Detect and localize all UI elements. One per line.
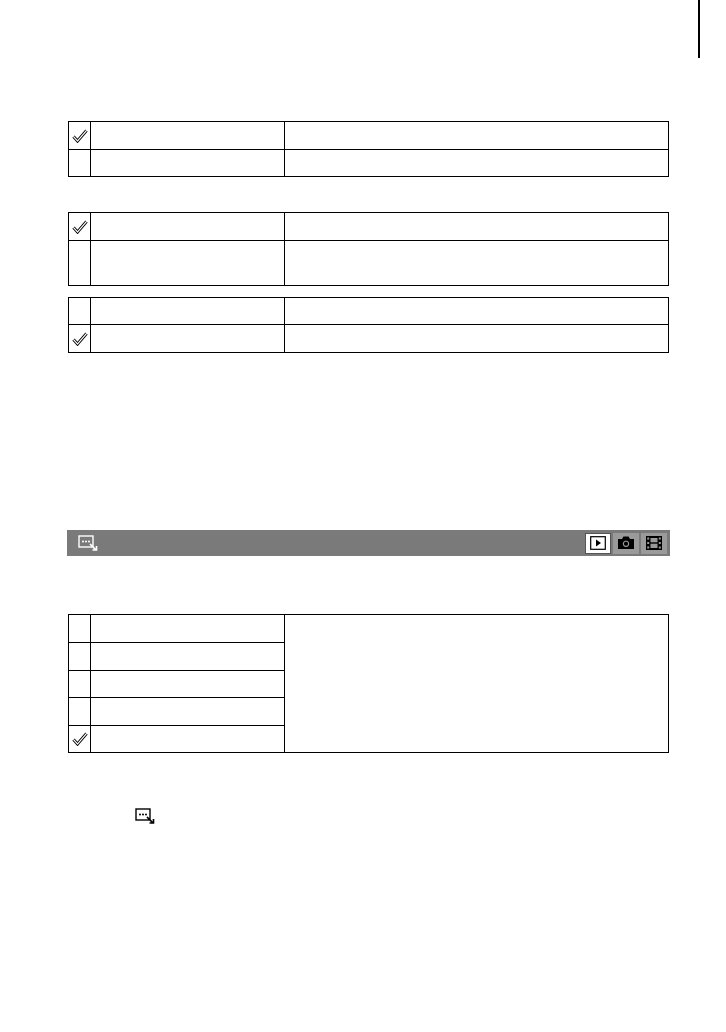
- option-name-cell: [91, 671, 285, 698]
- playback-mode-indicator: [585, 533, 611, 554]
- option-name-cell: [91, 122, 285, 150]
- checkmark-cell: [69, 241, 91, 286]
- checkmark-cell: [69, 615, 91, 643]
- option-name-cell: [91, 241, 285, 286]
- options-table-4: [68, 614, 669, 753]
- options-table-2: [68, 212, 669, 286]
- page-edge-marker: [698, 0, 700, 58]
- checkmark-cell: [69, 671, 91, 698]
- checkmark-cell: [69, 643, 91, 671]
- check-icon: [72, 732, 88, 746]
- option-name-cell: [91, 643, 285, 671]
- option-name-cell: [91, 150, 285, 177]
- checkmark-cell: [69, 698, 91, 726]
- menu-title-bar: [67, 530, 670, 556]
- table-row[interactable]: [69, 325, 669, 353]
- option-name-cell: [91, 213, 285, 241]
- option-description-cell: [285, 325, 669, 353]
- table-row[interactable]: [69, 615, 669, 643]
- check-icon: [72, 332, 88, 346]
- checkmark-cell: [69, 122, 91, 150]
- check-icon: [72, 129, 88, 143]
- option-name-cell: [91, 325, 285, 353]
- checkmark-cell: [69, 726, 91, 753]
- options-table-3: [68, 297, 669, 353]
- still-mode-indicator: [613, 533, 639, 554]
- slideshow-setting-icon: [135, 808, 155, 824]
- checkmark-cell: [69, 298, 91, 325]
- checkmark-cell: [69, 213, 91, 241]
- table-row[interactable]: [69, 241, 669, 286]
- still-camera-mode-icon: [617, 535, 635, 550]
- option-description-cell: [285, 122, 669, 150]
- option-description-cell: [285, 298, 669, 325]
- movie-mode-icon: [645, 535, 663, 551]
- table-row[interactable]: [69, 150, 669, 177]
- table-row[interactable]: [69, 298, 669, 325]
- movie-mode-indicator: [641, 533, 667, 554]
- options-table-1: [68, 121, 669, 177]
- option-name-cell: [91, 298, 285, 325]
- option-description-cell: [285, 213, 669, 241]
- option-description-cell: [285, 615, 669, 753]
- table-row[interactable]: [69, 122, 669, 150]
- option-name-cell: [91, 726, 285, 753]
- table-row[interactable]: [69, 213, 669, 241]
- check-icon: [72, 220, 88, 234]
- checkmark-cell: [69, 325, 91, 353]
- option-name-cell: [91, 698, 285, 726]
- option-description-cell: [285, 150, 669, 177]
- option-name-cell: [91, 615, 285, 643]
- option-description-cell: [285, 241, 669, 286]
- slideshow-setting-icon: [78, 535, 98, 551]
- playback-mode-icon: [590, 536, 606, 550]
- checkmark-cell: [69, 150, 91, 177]
